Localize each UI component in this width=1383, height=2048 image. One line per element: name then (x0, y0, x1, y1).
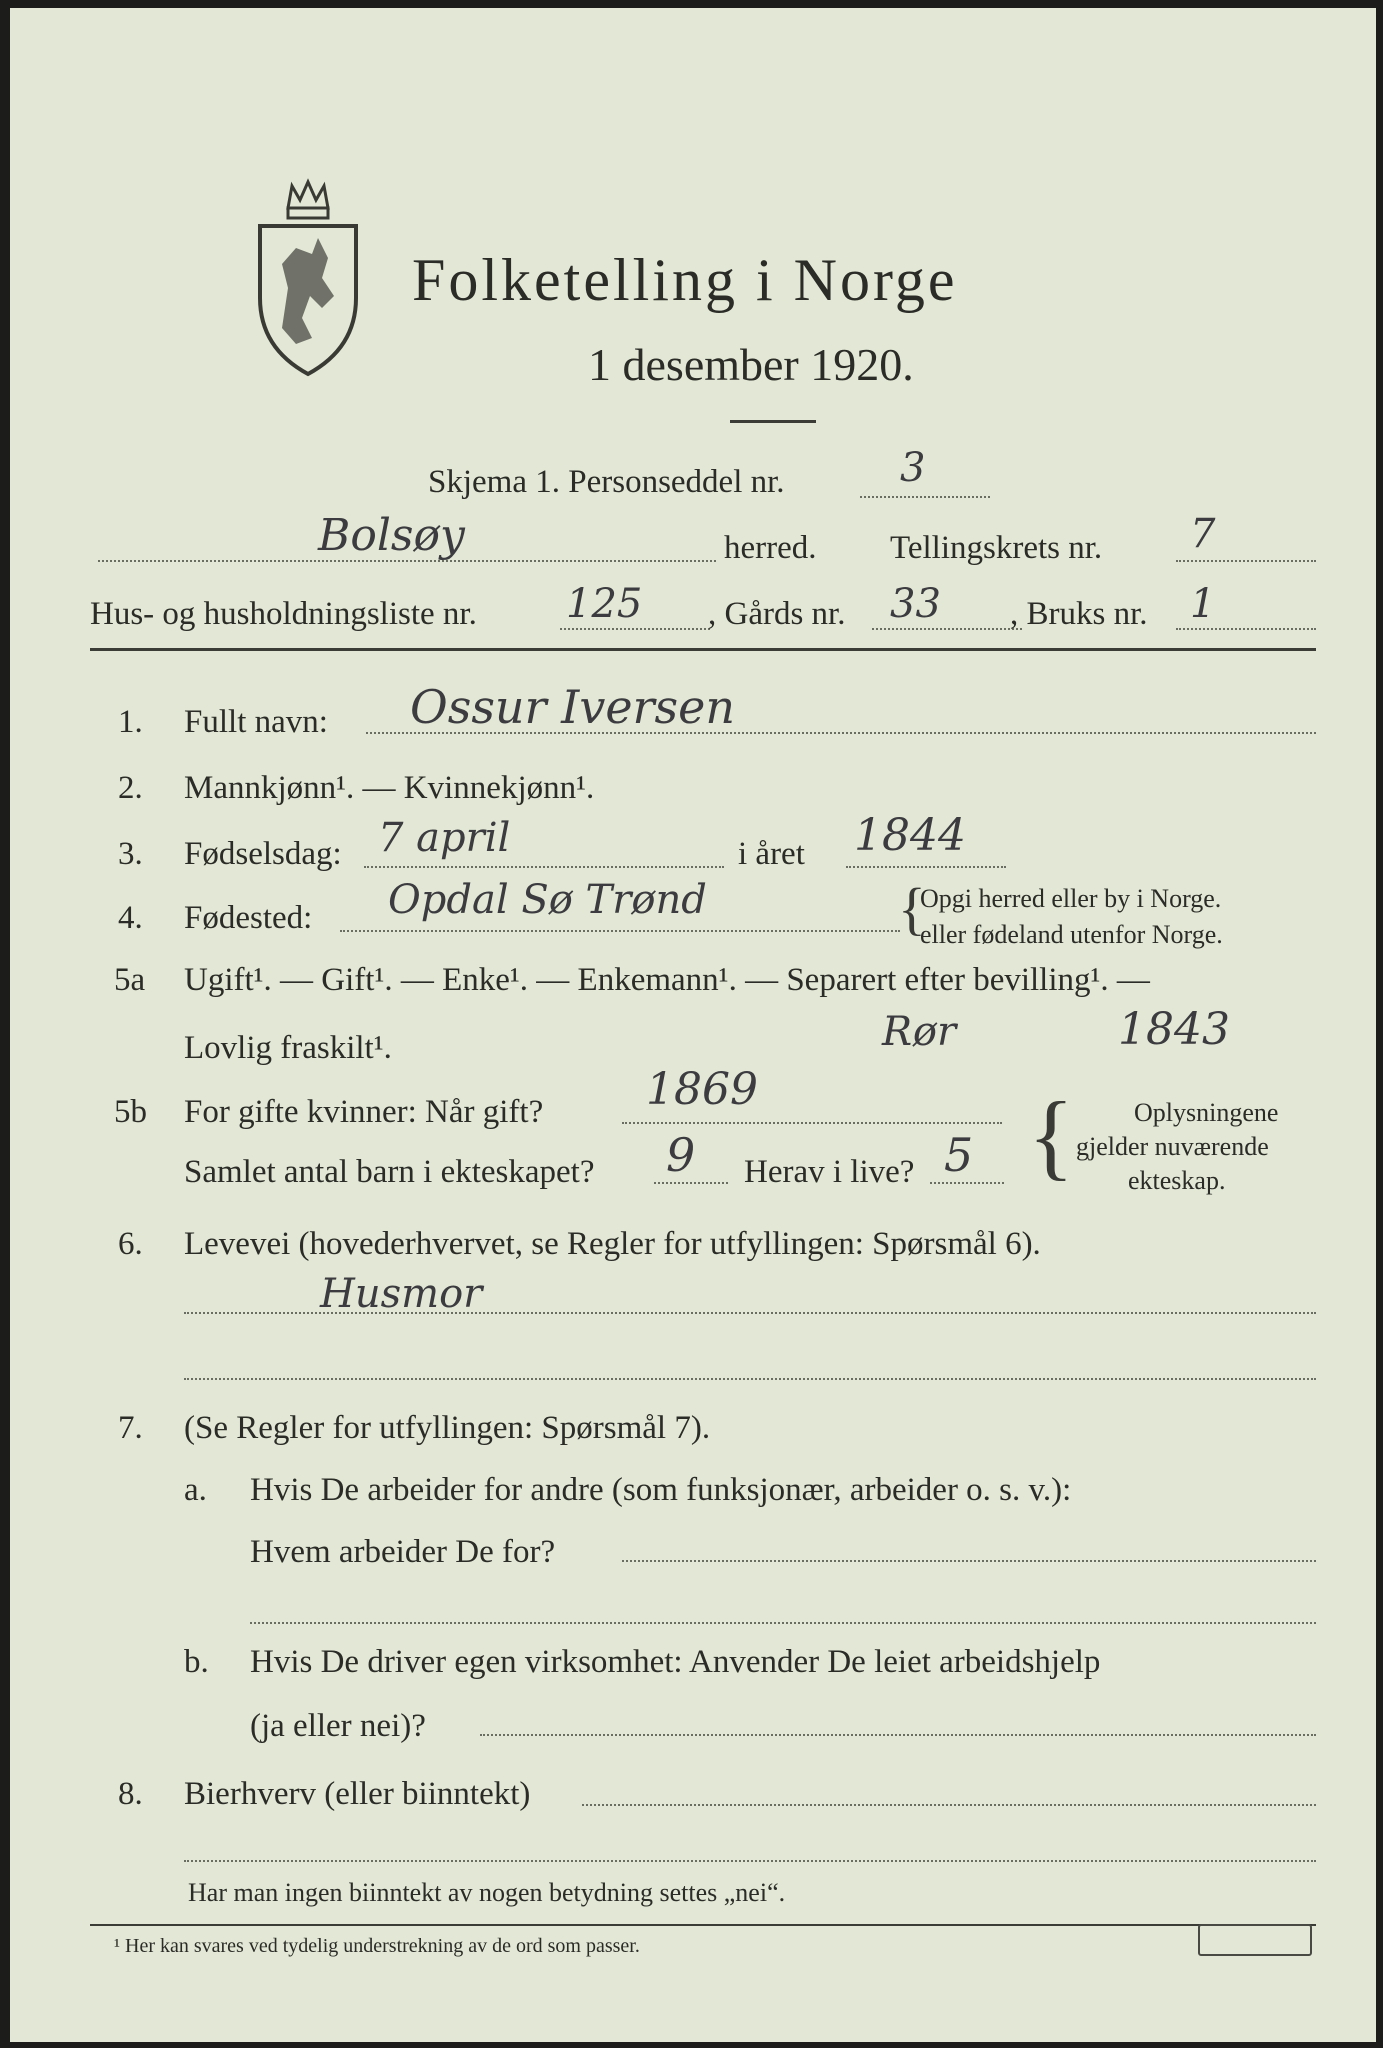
tellingskrets-value: 7 (1190, 511, 1216, 557)
q6-dotted-line-1 (184, 1312, 1316, 1314)
q2-label: Mannkjønn¹. — Kvinnekjønn¹. (184, 770, 595, 806)
form-title: Folketelling i Norge (412, 247, 958, 313)
q7a-label-line2: Hvem arbeider De for? (250, 1534, 556, 1570)
q5b-number: 5b (114, 1094, 147, 1130)
q5b-alive-value: 5 (944, 1128, 974, 1182)
q2-number: 2. (118, 770, 143, 806)
gards-dotted-line (872, 628, 1022, 630)
q7b-label: Hvis De driver egen virksomhet: Anvender De leiet arbeidshjelp (250, 1644, 1101, 1680)
q7b-label-line2: (ja eller nei)? (250, 1708, 426, 1744)
footer-divider (90, 1924, 1316, 1926)
q4-birthplace-value: Opdal Sø Trønd (388, 877, 707, 923)
printer-stamp (1198, 1924, 1312, 1956)
q5b-children-value: 9 (666, 1128, 696, 1182)
header-divider-line (90, 648, 1316, 651)
hus-dotted-line (560, 628, 710, 630)
schema-dotted-line (860, 496, 990, 498)
q7-label: (Se Regler for utfyllingen: Spørsmål 7). (184, 1410, 711, 1446)
q7-number: 7. (118, 1410, 143, 1446)
q7a-dotted-line-2 (250, 1622, 1316, 1624)
herred-label: herred. (724, 530, 817, 566)
q8-dotted-line-2 (184, 1860, 1316, 1862)
q5a-number: 5a (114, 962, 146, 998)
q5b-dotted-line (622, 1122, 1002, 1124)
q4-note-brace: { (898, 876, 926, 941)
bruks-dotted-line (1176, 628, 1316, 630)
q5b-note-line1: Oplysningene (1134, 1098, 1279, 1127)
q1-name-value: Ossur Iversen (410, 680, 735, 734)
q5b-alive-dotted-line (930, 1182, 1004, 1184)
q8-number: 8. (118, 1776, 143, 1812)
title-divider (730, 420, 816, 423)
q5b-note-brace: { (1028, 1082, 1075, 1189)
schema-number-value: 3 (900, 445, 926, 491)
herred-value: Bolsøy (318, 510, 465, 561)
q8-dotted-line-1 (582, 1804, 1316, 1806)
footnote: ¹ Her kan svares ved tydelig understrekning av de ord som passer. (114, 1935, 640, 1957)
q3-year-value: 1844 (854, 810, 966, 861)
q5b-married-value: 1869 (646, 1064, 758, 1115)
q7b-letter: b. (184, 1644, 209, 1680)
norwegian-coat-of-arms-icon (252, 178, 364, 378)
hus-value: 125 (566, 581, 643, 627)
q4-note-line1: Opgi herred eller by i Norge. (920, 884, 1222, 913)
q5a-handwritten-year: 1843 (1118, 1004, 1230, 1055)
q4-dotted-line (340, 930, 900, 932)
tellingskrets-dotted-line (1176, 560, 1316, 562)
q6-number: 6. (118, 1226, 143, 1262)
q1-label: Fullt navn: (184, 704, 328, 740)
q5a-label: Ugift¹. — Gift¹. — Enke¹. — Enkemann¹. — Separert efter bevilling¹. — (184, 962, 1150, 998)
q3-birthday-value: 7 april (378, 815, 511, 861)
q8-label: Bierhverv (eller biinntekt) (184, 1776, 531, 1812)
q7a-label: Hvis De arbeider for andre (som funksjonær, arbeider o. s. v.): (250, 1472, 1072, 1508)
form-date: 1 desember 1920. (588, 339, 914, 390)
census-form-sheet (10, 8, 1376, 2042)
q5b-alive-label: Herav i live? (744, 1154, 915, 1190)
bruks-label: , Bruks nr. (1010, 596, 1148, 632)
gards-value: 33 (890, 581, 941, 627)
q5a-label-line2: Lovlig fraskilt¹. (184, 1030, 392, 1066)
hus-label: Hus- og husholdningsliste nr. (90, 596, 477, 632)
footer-note: Har man ingen biinntekt av nogen betydning settes „nei“. (188, 1878, 786, 1907)
q3-number: 3. (118, 836, 143, 872)
q6-occupation-value: Husmor (320, 1271, 483, 1317)
q5b-note-line2: gjelder nuværende (1076, 1132, 1269, 1161)
q3-year-label: i året (738, 836, 805, 872)
schema-label: Skjema 1. Personseddel nr. (428, 464, 785, 500)
q5b-note-line3: ekteskap. (1128, 1166, 1226, 1195)
q4-label: Fødested: (184, 900, 313, 936)
q3-year-dotted-line (846, 866, 1006, 868)
q3-label: Fødselsdag: (184, 836, 342, 872)
q7b-dotted-line (480, 1734, 1316, 1736)
q5a-handwritten-note: Rør (882, 1009, 957, 1055)
q4-note-line2: eller fødeland utenfor Norge. (920, 920, 1223, 949)
q5b-children-dotted-line (654, 1182, 728, 1184)
gards-label: , Gårds nr. (708, 596, 846, 632)
q3-dotted-line (364, 866, 724, 868)
tellingskrets-label: Tellingskrets nr. (890, 530, 1103, 566)
q7a-dotted-line-1 (622, 1560, 1316, 1562)
q4-number: 4. (118, 900, 143, 936)
q5b-label: For gifte kvinner: Når gift? (184, 1094, 544, 1130)
q6-label: Levevei (hovederhvervet, se Regler for utfyllingen: Spørsmål 6). (184, 1226, 1041, 1262)
q5b-children-label: Samlet antal barn i ekteskapet? (184, 1154, 595, 1190)
q7a-letter: a. (184, 1472, 207, 1508)
q1-number: 1. (118, 704, 143, 740)
bruks-value: 1 (1190, 581, 1216, 627)
q6-dotted-line-2 (184, 1378, 1316, 1380)
